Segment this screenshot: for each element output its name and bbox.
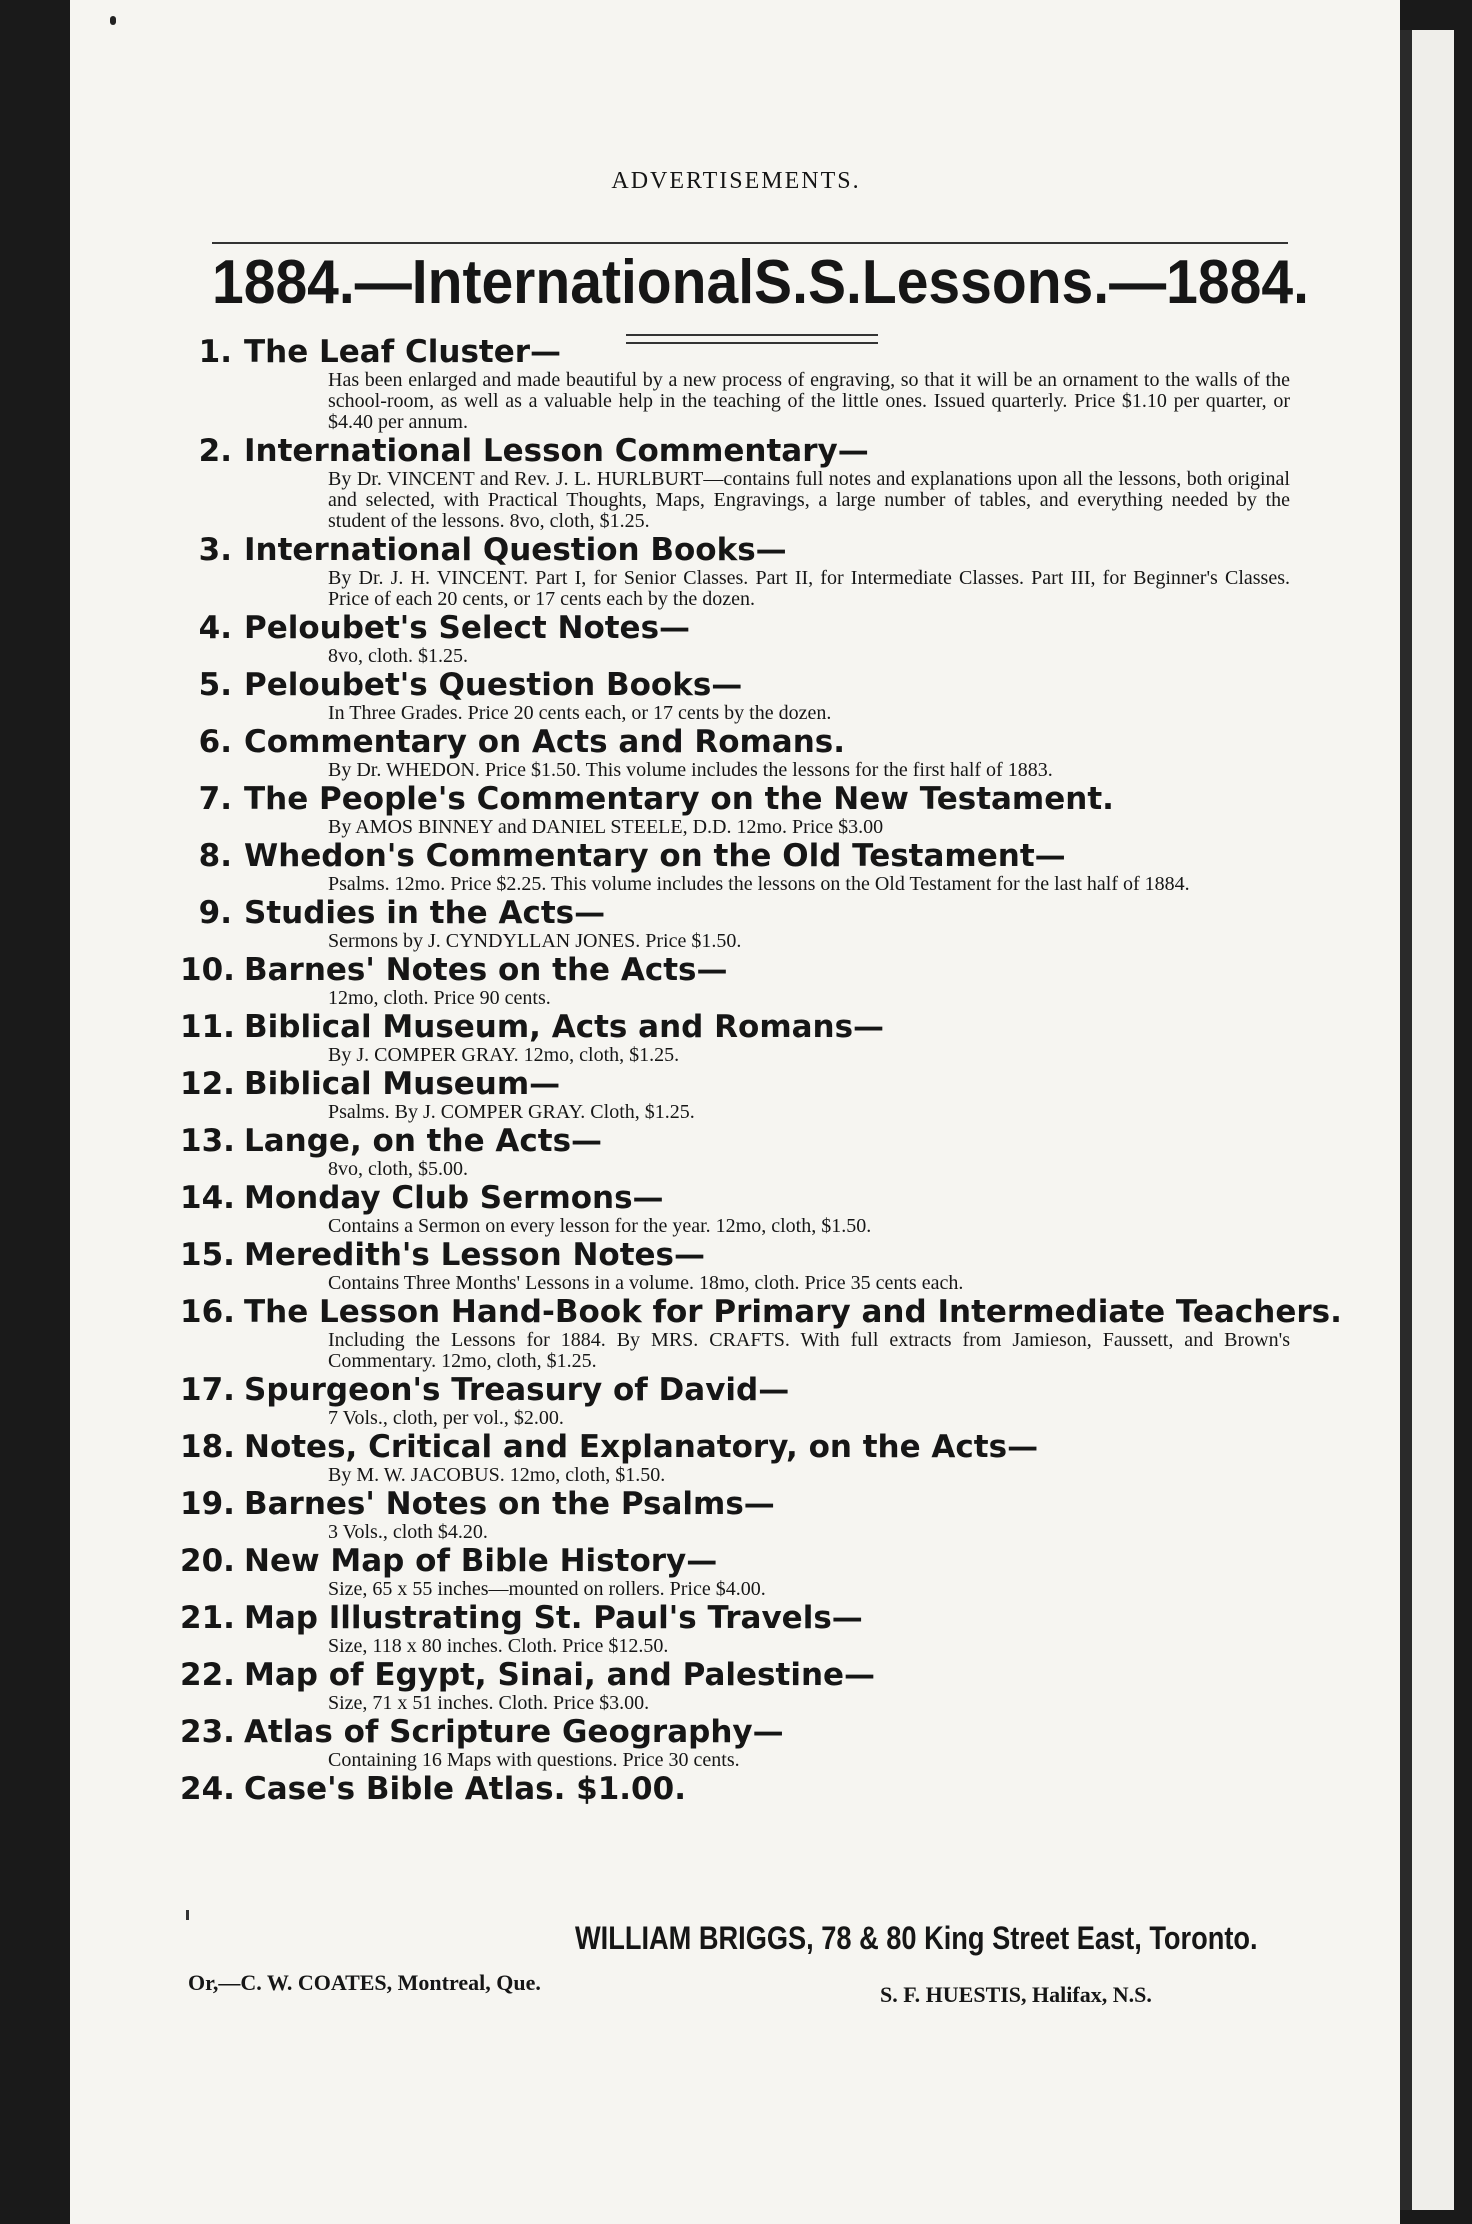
list-item: [180, 1773, 1300, 1805]
item-number: 4.: [198, 610, 232, 646]
list-item: [180, 954, 1300, 1009]
item-title: Meredith's Lesson Notes—: [244, 1237, 706, 1273]
item-number: 13.: [180, 1123, 235, 1159]
item-number: 20.: [180, 1543, 235, 1579]
lesson-book-list: [180, 334, 1342, 1807]
list-item: [180, 1068, 1300, 1123]
item-number: 10.: [180, 952, 235, 988]
item-description: 3 Vols., cloth $4.20.: [328, 1521, 488, 1543]
item-title: Biblical Museum, Acts and Romans—: [244, 1009, 885, 1045]
item-number: 23.: [180, 1714, 235, 1750]
item-number: 16.: [180, 1294, 235, 1330]
list-item: [180, 1125, 1300, 1180]
item-number: 14.: [180, 1180, 235, 1216]
list-item: [180, 336, 1300, 433]
item-heading: [180, 1716, 1300, 1748]
title-mid2: S.: [807, 247, 862, 317]
page-header: ADVERTISEMENTS.: [611, 168, 861, 194]
item-number: 22.: [180, 1657, 235, 1693]
title-left: 1884.—International: [212, 247, 755, 317]
item-description: Size, 71 x 51 inches. Cloth. Price $3.00.: [328, 1692, 650, 1714]
list-item: [180, 1294, 1342, 1372]
item-description: Contains Three Months' Lessons in a volume. 18mo, cloth. Price 35 cents each.: [328, 1272, 964, 1294]
item-heading: [180, 1182, 1300, 1214]
item-title: Monday Club Sermons—: [244, 1180, 664, 1216]
list-item: [180, 1182, 1300, 1237]
item-number: 11.: [180, 1009, 235, 1045]
item-heading: [180, 669, 1300, 701]
item-number: 2.: [198, 433, 232, 469]
item-heading: [180, 534, 1300, 566]
item-number: 1.: [198, 334, 232, 370]
item-heading: [180, 1602, 1300, 1634]
item-description: By M. W. JACOBUS. 12mo, cloth, $1.50.: [328, 1464, 666, 1486]
item-title: Whedon's Commentary on the Old Testament—: [244, 838, 1066, 874]
item-number: 21.: [180, 1600, 235, 1636]
item-description: Psalms. 12mo. Price $2.25. This volume includes the lessons on the Old Testament for the last half of 1884.: [328, 873, 1190, 895]
item-title: Spurgeon's Treasury of David—: [244, 1372, 790, 1408]
item-heading: [180, 1773, 1300, 1805]
item-heading: [180, 1068, 1300, 1100]
item-number: 18.: [180, 1429, 235, 1465]
item-heading: [180, 840, 1300, 872]
list-item: [180, 1431, 1300, 1486]
item-title: International Lesson Commentary—: [244, 433, 869, 469]
list-item: [180, 1716, 1300, 1771]
item-title: Biblical Museum—: [244, 1066, 561, 1102]
ink-speck: [110, 16, 116, 25]
item-heading: [180, 1374, 1300, 1406]
item-title: Map Illustrating St. Paul's Travels—: [244, 1600, 863, 1636]
item-description: Including the Lessons for 1884. By MRS. CRAFTS. With full extracts from Jamieson, Faussett, and Brown's Commentary. 12mo, cloth, $1.25.: [328, 1329, 1290, 1372]
item-number: 8.: [198, 838, 232, 874]
item-description: Containing 16 Maps with questions. Price 30 cents.: [328, 1749, 740, 1771]
item-description: Size, 118 x 80 inches. Cloth. Price $12.50.: [328, 1635, 669, 1657]
item-number: 19.: [180, 1486, 235, 1522]
item-description: By Dr. WHEDON. Price $1.50. This volume includes the lessons for the first half of 1883.: [328, 759, 1053, 781]
item-description: 8vo, cloth. $1.25.: [328, 645, 468, 667]
item-heading: [180, 897, 1300, 929]
item-description: Contains a Sermon on every lesson for the year. 12mo, cloth, $1.50.: [328, 1215, 872, 1237]
alt-agent-montreal: Or,—C. W. COATES, Montreal, Que.: [188, 1970, 541, 1995]
item-title: Notes, Critical and Explanatory, on the Acts—: [244, 1429, 1039, 1465]
page-title: [212, 232, 1309, 332]
item-number: 17.: [180, 1372, 235, 1408]
item-number: 12.: [180, 1066, 235, 1102]
item-description: Sermons by J. CYNDYLLAN JONES. Price $1.50.: [328, 930, 742, 952]
item-heading: [180, 1294, 1342, 1330]
item-number: 3.: [198, 532, 232, 568]
item-heading: [180, 1431, 1300, 1463]
list-item: [180, 783, 1300, 838]
list-item: [180, 1488, 1300, 1543]
item-description: By AMOS BINNEY and DANIEL STEELE, D.D. 12mo. Price $3.00: [328, 816, 884, 838]
item-title: Studies in the Acts—: [244, 895, 606, 931]
list-item: [180, 612, 1300, 667]
title-mid1: S.: [754, 247, 808, 317]
item-description: 12mo, cloth. Price 90 cents.: [328, 987, 551, 1009]
item-title: Atlas of Scripture Geography—: [244, 1714, 784, 1750]
item-heading: [180, 1125, 1300, 1157]
item-heading: [180, 1239, 1300, 1271]
item-number: 15.: [180, 1237, 235, 1273]
list-item: [180, 1602, 1300, 1657]
item-description: Has been enlarged and made beautiful by a new process of engraving, so that it will be an ornament to the walls of the school-room, as well as a valuable help in the teaching of the little ones. Issued quarterly. Price $1.10 per quarter, or $4.40 per annum.: [328, 369, 1290, 433]
item-description: By Dr. J. H. VINCENT. Part I, for Senior Classes. Part II, for Intermediate Classes. Part III, for Beginner's Classes. Price of each 20 cents, or 17 cents each by the dozen.: [328, 567, 1290, 610]
item-title: Barnes' Notes on the Acts—: [244, 952, 728, 988]
alt-agent-halifax: S. F. HUESTIS, Halifax, N.S.: [880, 1982, 1152, 2007]
item-heading: [180, 435, 1300, 467]
facing-page-edge: [1400, 30, 1454, 2210]
item-description: Size, 65 x 55 inches—mounted on rollers. Price $4.00.: [328, 1578, 766, 1600]
title-right: Lessons.—1884.: [861, 247, 1309, 317]
list-item: [180, 840, 1300, 895]
item-title: Map of Egypt, Sinai, and Palestine—: [244, 1657, 876, 1693]
item-number: 7.: [198, 781, 232, 817]
item-heading: [180, 336, 1300, 368]
item-description: In Three Grades. Price 20 cents each, or 17 cents by the dozen.: [328, 702, 832, 724]
item-heading: [180, 1488, 1300, 1520]
item-title: International Question Books—: [244, 532, 787, 568]
list-item: [180, 726, 1300, 781]
item-title: Lange, on the Acts—: [244, 1123, 603, 1159]
item-title: Barnes' Notes on the Psalms—: [244, 1486, 775, 1522]
item-number: 5.: [198, 667, 232, 703]
item-description: By J. COMPER GRAY. 12mo, cloth, $1.25.: [328, 1044, 680, 1066]
item-number: 9.: [198, 895, 232, 931]
list-item: [180, 1374, 1300, 1429]
publisher-address: WILLIAM BRIGGS, 78 & 80 King Street East, Toronto.: [575, 1920, 1258, 1956]
item-heading: [180, 1659, 1300, 1691]
item-heading: [180, 783, 1300, 815]
item-heading: [180, 1011, 1300, 1043]
item-title: Case's Bible Atlas. $1.00.: [244, 1771, 686, 1807]
list-item: [180, 534, 1300, 610]
item-heading: [180, 726, 1300, 758]
item-title: Commentary on Acts and Romans.: [244, 724, 846, 760]
item-title: Peloubet's Select Notes—: [244, 610, 691, 646]
item-title: The Lesson Hand-Book for Primary and Intermediate Teachers.: [244, 1294, 1342, 1330]
item-number: 6.: [198, 724, 232, 760]
item-description: By Dr. VINCENT and Rev. J. L. HURLBURT—contains full notes and explanations upon all the lessons, both original and selected, with Practical Thoughts, Maps, Engravings, a large number of tables, and everything needed by the student of the lessons. 8vo, cloth, $1.25.: [328, 468, 1290, 532]
item-description: 7 Vols., cloth, per vol., $2.00.: [328, 1407, 564, 1429]
item-title: The Leaf Cluster—: [244, 334, 562, 370]
item-description: 8vo, cloth, $5.00.: [328, 1158, 468, 1180]
list-item: [180, 669, 1300, 724]
list-item: [180, 435, 1300, 532]
item-title: Peloubet's Question Books—: [244, 667, 743, 703]
item-title: The People's Commentary on the New Testament.: [244, 781, 1114, 817]
list-item: [180, 1239, 1300, 1294]
item-title: New Map of Bible History—: [244, 1543, 718, 1579]
item-heading: [180, 612, 1300, 644]
list-item: [180, 897, 1300, 952]
item-heading: [180, 954, 1300, 986]
list-item: [180, 1659, 1300, 1714]
item-description: Psalms. By J. COMPER GRAY. Cloth, $1.25.: [328, 1101, 695, 1123]
item-heading: [180, 1545, 1300, 1577]
list-item: [180, 1011, 1300, 1066]
item-number: 24.: [180, 1771, 235, 1807]
list-item: [180, 1545, 1300, 1600]
ink-speck: [186, 1910, 189, 1920]
